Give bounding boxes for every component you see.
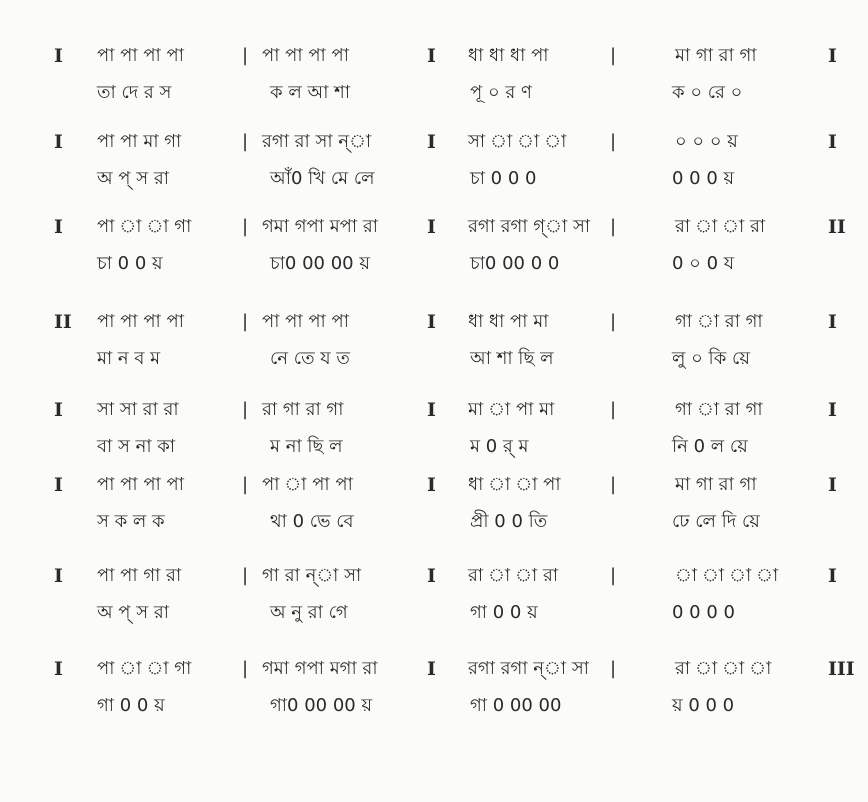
notation-line-2 (0, 130, 868, 168)
bar-line-mid: I (427, 216, 436, 238)
measure-1: পা পা গা রা (97, 565, 182, 586)
beat-separator: | (242, 311, 249, 332)
measure-3: রা া া রা (468, 565, 559, 586)
lyric-measure-3: চা 0 0 0 (470, 168, 537, 189)
beat-separator: | (242, 474, 249, 495)
beat-separator: | (610, 311, 617, 332)
bar-line-mid: I (427, 131, 436, 153)
measure-3: ধা া া পা (468, 474, 561, 495)
bar-line-end: I (828, 311, 837, 333)
lyric-line-4 (0, 347, 868, 385)
measure-3: ধা ধা ধা পা (468, 45, 549, 66)
lyric-line-8 (0, 694, 868, 732)
bar-line-end: I (828, 131, 837, 153)
notation-line-3 (0, 215, 868, 253)
lyric-measure-4: 0 0 0 য় (672, 168, 735, 189)
beat-separator: | (610, 565, 617, 586)
lyric-measure-4: ক ০ রে ০ (672, 82, 743, 103)
notation-line-7 (0, 564, 868, 602)
measure-4: মা গা রা গা (675, 474, 757, 495)
beat-separator: | (242, 45, 249, 66)
lyric-measure-3: প্রী 0 0 তি (470, 511, 548, 532)
measure-4: মা গা রা গা (675, 45, 757, 66)
beat-separator: | (610, 399, 617, 420)
bar-line-start: I (54, 131, 63, 153)
measure-2: পা পা পা পা (262, 311, 349, 332)
lyric-measure-2: ম না ছি ল (270, 436, 343, 457)
lyric-measure-1: তা দে র স (97, 82, 172, 103)
measure-4: রা া া া (675, 658, 772, 679)
lyric-measure-1: অ প্‌ স রা (97, 168, 169, 189)
beat-separator: | (610, 474, 617, 495)
beat-separator: | (242, 399, 249, 420)
lyric-line-1 (0, 81, 868, 119)
bar-line-mid: I (427, 474, 436, 496)
measure-3: মা া পা মা (468, 399, 555, 420)
lyric-measure-4: নি 0 ল য়ে (672, 436, 748, 457)
notation-line-6 (0, 473, 868, 511)
measure-2: পা া পা পা (262, 474, 353, 495)
lyric-measure-1: অ প্‌ স রা (97, 602, 169, 623)
measure-1: পা পা পা পা (97, 474, 184, 495)
lyric-measure-4: লু ০ কি য়ে (672, 348, 750, 369)
bar-line-start: I (54, 658, 63, 680)
bar-line-mid: I (427, 565, 436, 587)
bar-line-start: I (54, 45, 63, 67)
lyric-measure-3: চা0 00 0 0 (470, 253, 560, 274)
lyric-measure-3: গা 0 00 00 (470, 695, 562, 716)
measure-3: ধা ধা পা মা (468, 311, 549, 332)
lyric-measure-1: চা 0 0 য় (97, 253, 163, 274)
measure-2: রা গা রা গা (262, 399, 344, 420)
lyric-measure-2: চা0 00 00 য় (270, 253, 370, 274)
notation-line-1 (0, 44, 868, 82)
lyric-measure-2: নে তে য ত (270, 348, 350, 369)
lyric-measure-2: অ নু রা গে (270, 602, 348, 623)
measure-1: পা া া গা (97, 658, 192, 679)
notation-line-5 (0, 398, 868, 436)
beat-separator: | (242, 658, 249, 679)
measure-2: গমা গপা মপা রা (262, 216, 378, 237)
lyric-measure-4: ঢে লে দি য়ে (672, 511, 760, 532)
measure-1: পা া া গা (97, 216, 192, 237)
bar-line-end: I (828, 474, 837, 496)
measure-3: রগা রগা ন্‌া সা (468, 658, 589, 679)
lyric-measure-4: য় 0 0 0 (672, 695, 735, 716)
measure-2: গা রা ন্‌া সা (262, 565, 362, 586)
measure-3: রগা রগা গ্‌া সা (468, 216, 591, 237)
bar-line-start: I (54, 565, 63, 587)
measure-1: সা সা রা রা (97, 399, 179, 420)
measure-1: পা পা পা পা (97, 311, 184, 332)
beat-separator: | (242, 216, 249, 237)
lyric-measure-3: পূ ০ র ণ (470, 82, 532, 103)
notation-line-8 (0, 657, 868, 695)
measure-4: রা া া রা (675, 216, 766, 237)
bar-line-start: I (54, 474, 63, 496)
bar-line-mid: I (427, 45, 436, 67)
measure-2: গমা গপা মগা রা (262, 658, 378, 679)
lyric-line-7 (0, 601, 868, 639)
lyric-measure-1: গা 0 0 য় (97, 695, 165, 716)
notation-line-4 (0, 310, 868, 348)
lyric-line-6 (0, 510, 868, 548)
lyric-line-3 (0, 252, 868, 290)
bar-line-start: I (54, 399, 63, 421)
beat-separator: | (242, 565, 249, 586)
lyric-measure-4: 0 ০ 0 য (672, 253, 735, 274)
bar-line-start: I (54, 216, 63, 238)
bar-line-mid: I (427, 658, 436, 680)
bar-line-end: I (828, 565, 837, 587)
beat-separator: | (610, 45, 617, 66)
bar-line-end: I (828, 45, 837, 67)
lyric-measure-1: মা ন ব ম (97, 348, 161, 369)
beat-separator: | (610, 216, 617, 237)
bar-line-mid: I (427, 311, 436, 333)
bar-line-end: II (828, 216, 846, 238)
measure-2: পা পা পা পা (262, 45, 349, 66)
bar-line-mid: I (427, 399, 436, 421)
measure-1: পা পা পা পা (97, 45, 184, 66)
lyric-measure-3: আ শা ছি ল (470, 348, 554, 369)
bar-line-start: II (54, 311, 72, 333)
beat-separator: | (242, 131, 249, 152)
beat-separator: | (610, 658, 617, 679)
measure-4: া া া া (675, 565, 779, 586)
lyric-measure-2: থা 0 ভে বে (270, 511, 354, 532)
lyric-measure-2: আঁ0 খি মে লে (270, 168, 375, 189)
lyric-measure-3: ম 0 র্‌ ম (470, 436, 529, 457)
measure-4: ০ ০ ০ য় (675, 131, 738, 152)
measure-1: পা পা মা গা (97, 131, 182, 152)
lyric-line-5 (0, 435, 868, 473)
bar-line-end: I (828, 399, 837, 421)
measure-2: রগা রা সা ন্‌া (262, 131, 372, 152)
lyric-measure-4: 0 0 0 0 (672, 602, 735, 623)
lyric-measure-1: বা স না কা (97, 436, 176, 457)
measure-4: গা া রা গা (675, 399, 763, 420)
lyric-measure-3: গা 0 0 য় (470, 602, 538, 623)
lyric-line-2 (0, 167, 868, 205)
measure-4: গা া রা গা (675, 311, 763, 332)
lyric-measure-2: গা0 00 00 য় (270, 695, 373, 716)
bar-line-end: III (828, 658, 855, 680)
lyric-measure-1: স ক ল ক (97, 511, 165, 532)
lyric-measure-2: ক ল আ শা (270, 82, 351, 103)
measure-3: সা া া া (468, 131, 567, 152)
beat-separator: | (610, 131, 617, 152)
